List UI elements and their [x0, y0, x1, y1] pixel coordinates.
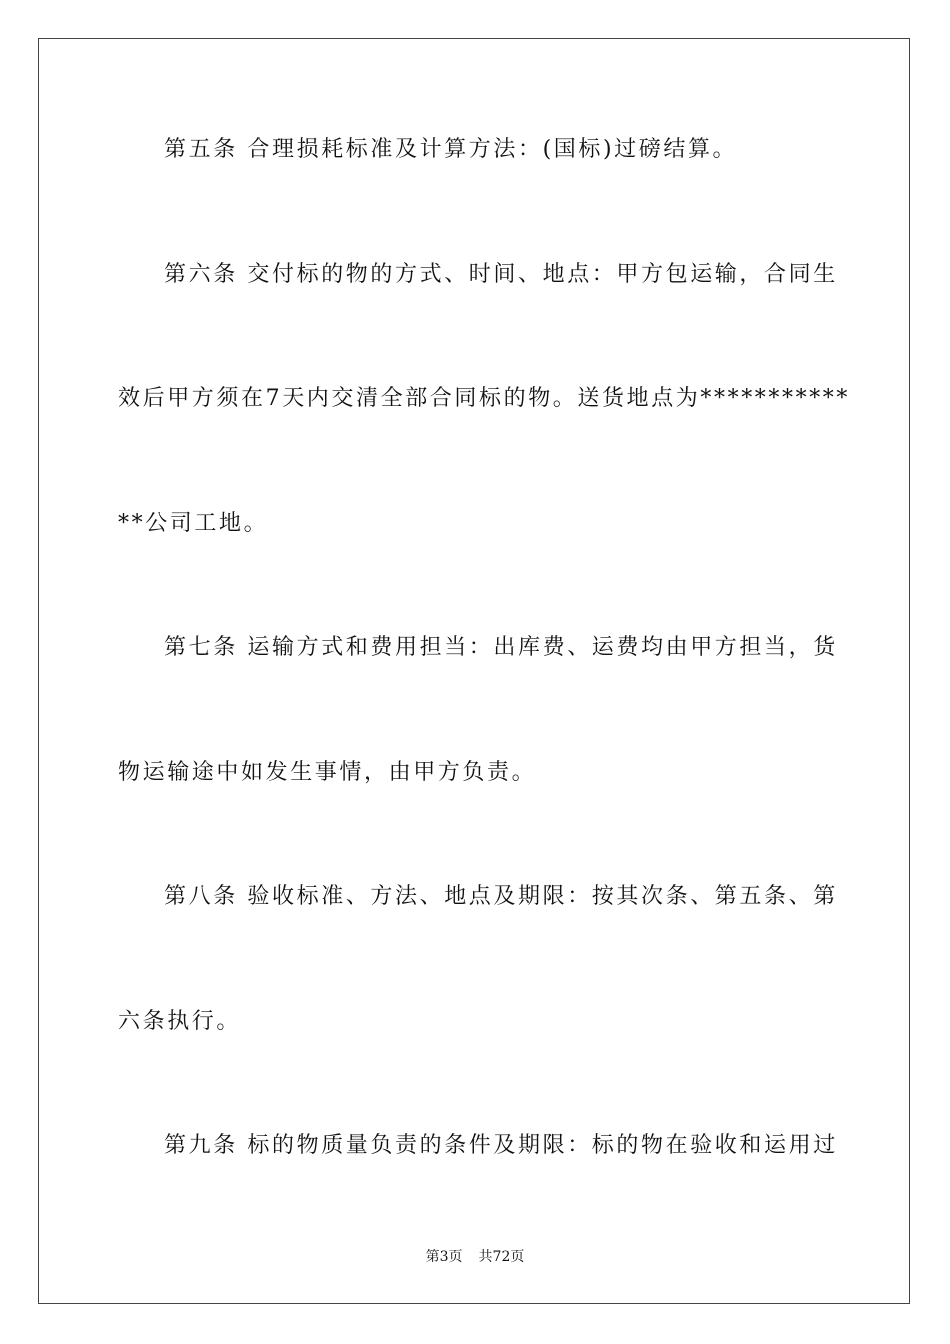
- page-footer: [0, 1247, 950, 1267]
- article-8-line-1: 第八条 验收标准、方法、地点及期限：按其次条、第五条、第: [164, 884, 838, 909]
- article-6-line-3: **公司工地。: [118, 511, 269, 536]
- article-7-line-2: 物运输途中如发生事情，由甲方负责。: [118, 760, 537, 785]
- article-6-line-1: 第六条 交付标的物的方式、时间、地点：甲方包运输，合同生: [164, 262, 838, 287]
- article-7-line-1: 第七条 运输方式和费用担当：出库费、运费均由甲方担当，货: [164, 635, 838, 660]
- article-8-line-2: 六条执行。: [118, 1009, 242, 1034]
- page-number: 第3页: [425, 1249, 463, 1265]
- page-total: 共72页: [478, 1249, 525, 1265]
- page-border: [38, 38, 910, 1304]
- article-9-line-1: 第九条 标的物质量负责的条件及期限：标的物在验收和运用过: [164, 1133, 838, 1158]
- article-6-line-2: 效后甲方须在7天内交清全部合同标的物。送货地点为***********: [118, 386, 850, 411]
- article-5-line-1: 第五条 合理损耗标准及计算方法：(国标)过磅结算。: [164, 137, 738, 162]
